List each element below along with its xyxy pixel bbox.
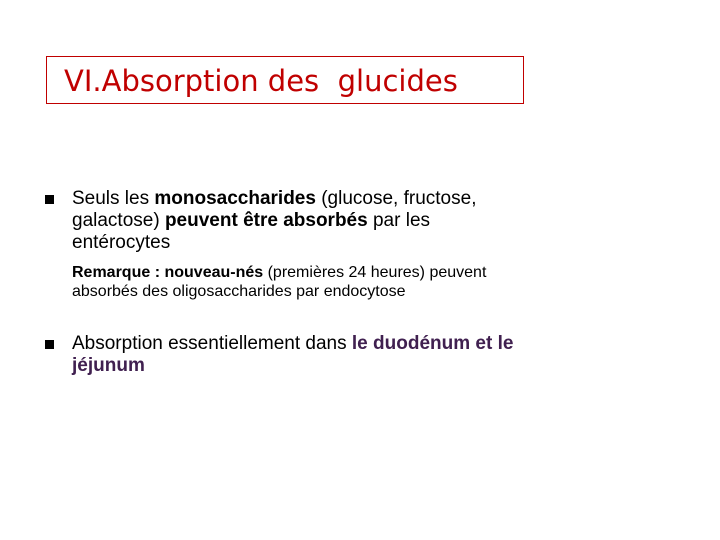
bullet-square-1 xyxy=(45,195,54,204)
bullet2-line-1: Absorption essentiellement dans le duodénum et le xyxy=(72,333,514,354)
remark-line-2: absorbés des oligosaccharides par endocytose xyxy=(72,283,406,300)
remark-line-1: Remarque : nouveau-nés (premières 24 heures) peuvent xyxy=(72,264,487,281)
bullet-text-2 xyxy=(72,333,513,377)
bullet1-line-3: entérocytes xyxy=(72,232,171,253)
bullet1-line-2: galactose) peuvent être absorbés par les xyxy=(72,210,431,231)
remark-text xyxy=(72,263,486,301)
bullet2-line-2: jéjunum xyxy=(72,355,145,376)
bullet-text-1 xyxy=(72,188,476,254)
slide-title: VI.Absorption des glucides xyxy=(64,64,458,98)
bullet1-line-1: Seuls les monosaccharides (glucose, fructose, xyxy=(72,188,477,209)
title-box xyxy=(46,56,524,104)
bullet-square-2 xyxy=(45,340,54,349)
